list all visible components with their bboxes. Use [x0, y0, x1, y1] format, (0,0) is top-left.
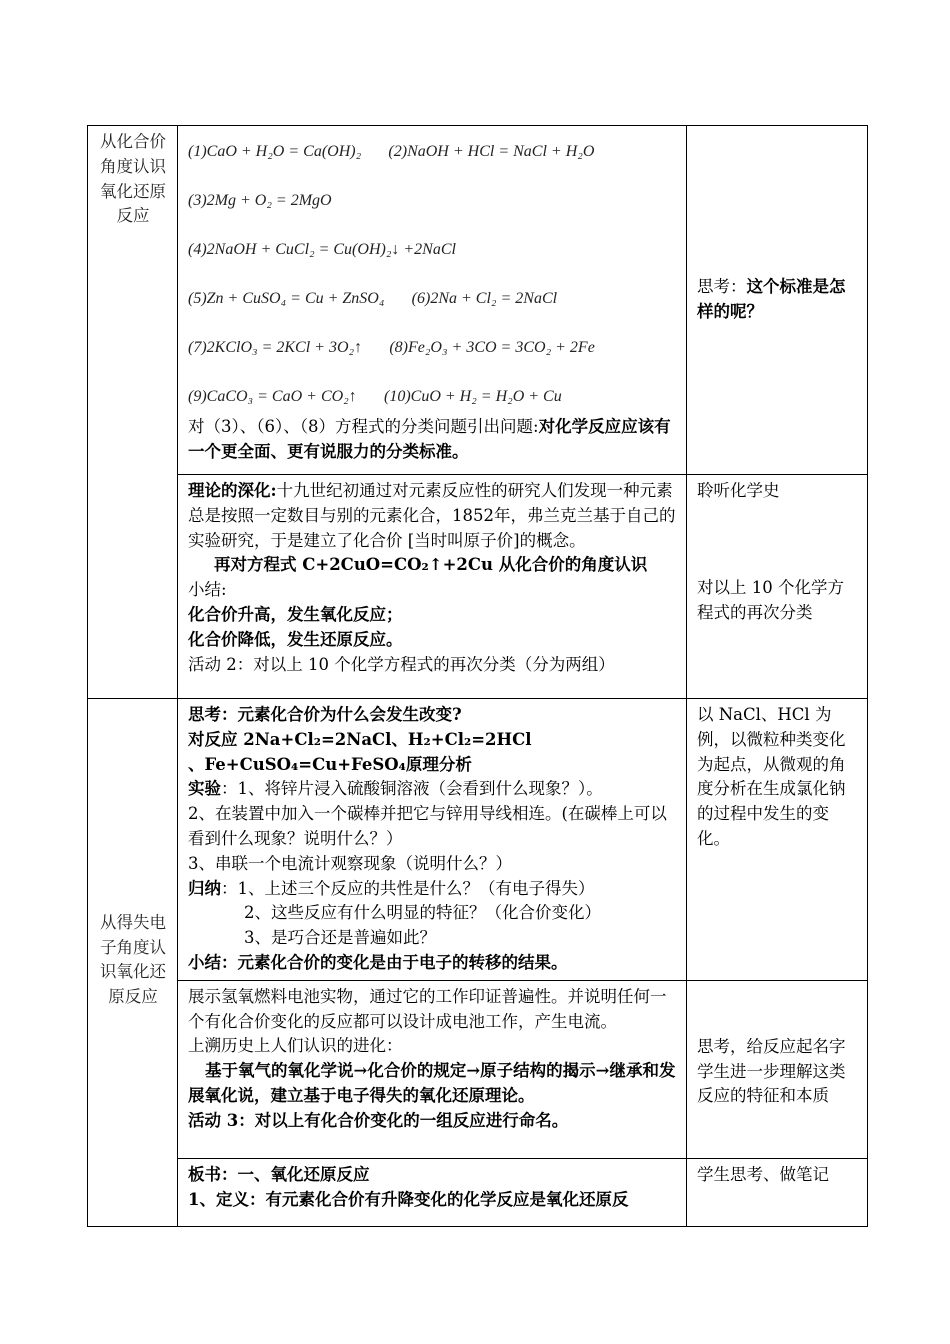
induction-step: 归纳：1、上述三个反应的共性是什么？（有电子得失）: [188, 878, 595, 898]
teacher-note: 学生思考、做笔记: [687, 1158, 868, 1226]
equation: (6)2Na + Cl₂ = 2NaCl: [411, 290, 558, 307]
table-row: [88, 699, 868, 981]
board-cell: [178, 1158, 687, 1226]
equation-line: [188, 334, 677, 383]
reduction-rule: 化合价降低，发生还原反应。: [188, 629, 403, 649]
equation-line: [188, 236, 677, 285]
equation: (9)CaCO₃ = CaO + CO₂↑: [188, 388, 357, 405]
equation-line: [188, 383, 677, 415]
teacher-note: 思考：这个标准是怎样的呢？: [687, 126, 868, 475]
equation-line: [188, 285, 677, 334]
equation: (10)CuO + H₂ = H₂O + Cu: [383, 388, 562, 405]
table-row: [88, 126, 868, 475]
history-intro: 上溯历史上人们认识的进化：: [188, 1036, 403, 1056]
equation-line: [188, 138, 677, 187]
teacher-note: 以 NaCl、HCl 为例，以微粒种类变化为起点，从微观的角度分析在生成氯化钠的过程中发生的变化。: [687, 699, 868, 981]
definition: 1、定义：有元素化合价有升降变化的化学反应是氧化还原反: [188, 1189, 629, 1209]
equation: (1)CaO + H₂O = Ca(OH)₂: [188, 143, 362, 160]
section-label: 从化合价角度认识氧化还原反应: [88, 126, 178, 699]
experiment-step: 3、串联一个电流计观察现象（说明什么？）: [188, 853, 512, 873]
equation: (5)Zn + CuSO₄ = Cu + ZnSO₄: [188, 290, 385, 307]
teacher-note: 思考，给反应起名字 学生进一步理解这类反应的特征和本质: [687, 980, 868, 1158]
equation: (3)2Mg + O₂ = 2MgO: [188, 192, 332, 209]
battery-cell: [178, 980, 687, 1158]
equation: (8)Fe₂O₃ + 3CO = 3CO₂ + 2Fe: [389, 339, 595, 356]
teacher-note: 聆听化学史 对以上 10 个化学方程式的再次分类: [687, 475, 868, 699]
theory-cell: [178, 475, 687, 699]
summary-label: 小结:: [188, 580, 227, 600]
reaction-line: 对反应 2Na+Cl₂=2NaCl、H₂+Cl₂=2HCl: [188, 729, 532, 749]
battery-demo: 展示氢氧燃料电池实物，通过它的工作印证普遍性。并说明任何一个有化合价变化的反应都可以设计成电池工作，产生电流。: [188, 986, 667, 1031]
again-paragraph: 再对方程式 C+2CuO=CO₂↑+2Cu 从化合价的角度认识: [214, 555, 648, 575]
oxidation-rule: 化合价升高，发生氧化反应；: [188, 604, 403, 624]
reaction-line: 、Fe+CuSO₄=Cu+FeSO₄原理分析: [188, 754, 472, 774]
think-question: 思考：元素化合价为什么会发生改变?: [188, 705, 462, 724]
classification-question: 对（3）、（6）、（8）方程式的分类问题引出问题:对化学反应应该有一个更全面、更有说服力的分类标准。: [188, 417, 671, 461]
activity-2: 活动 2：对以上 10 个化学方程式的再次分类（分为两组）: [188, 654, 615, 674]
experiment-step: 2、在装置中加入一个碳棒并把它与锌用导线相连。(在碳棒上可以看到什么现象？说明什么？）: [188, 804, 667, 848]
equation: (4)2NaOH + CuCl₂ = Cu(OH)₂↓ +2NaCl: [188, 241, 456, 258]
section-label: 从得失电子角度认识氧化还原反应: [88, 699, 178, 1227]
equation-line: [188, 187, 677, 236]
lesson-plan-table: [87, 125, 868, 1227]
table-row: [88, 475, 868, 699]
table-row: [88, 980, 868, 1158]
history-evolution: 基于氧气的氧化学说→化合价的规定→原子结构的揭示→继承和发展氧化说，建立基于电子得失的氧化还原理论。: [188, 1061, 676, 1105]
theory-paragraph: 理论的深化:十九世纪初通过对元素反应性的研究人们发现一种元素总是按照一定数目与别的元素化合，1852年，弗兰克兰基于自己的实验研究，于是建立了化合价 [当时叫原子价]的概念。: [188, 481, 676, 550]
experiment-step: 实验：1、将锌片浸入硫酸铜溶液（会看到什么现象？）。: [188, 779, 603, 799]
activity-3: 活动 3：对以上有化合价变化的一组反应进行命名。: [188, 1110, 569, 1130]
electron-cell: [178, 699, 687, 981]
equation: (2)NaOH + HCl = NaCl + H₂O: [388, 143, 595, 160]
conclusion: 小结：元素化合价的变化是由于电子的转移的结果。: [188, 952, 568, 972]
induction-step: 2、这些反应有什么明显的特征？（化合价变化）: [244, 903, 601, 923]
induction-step: 3、是巧合还是普遍如此？: [244, 928, 436, 948]
equations-cell: [178, 126, 687, 475]
equation: (7)2KClO₃ = 2KCl + 3O₂↑: [188, 339, 363, 356]
board-heading: 板书：一、氧化还原反应: [188, 1164, 370, 1184]
table-row: [88, 1158, 868, 1226]
